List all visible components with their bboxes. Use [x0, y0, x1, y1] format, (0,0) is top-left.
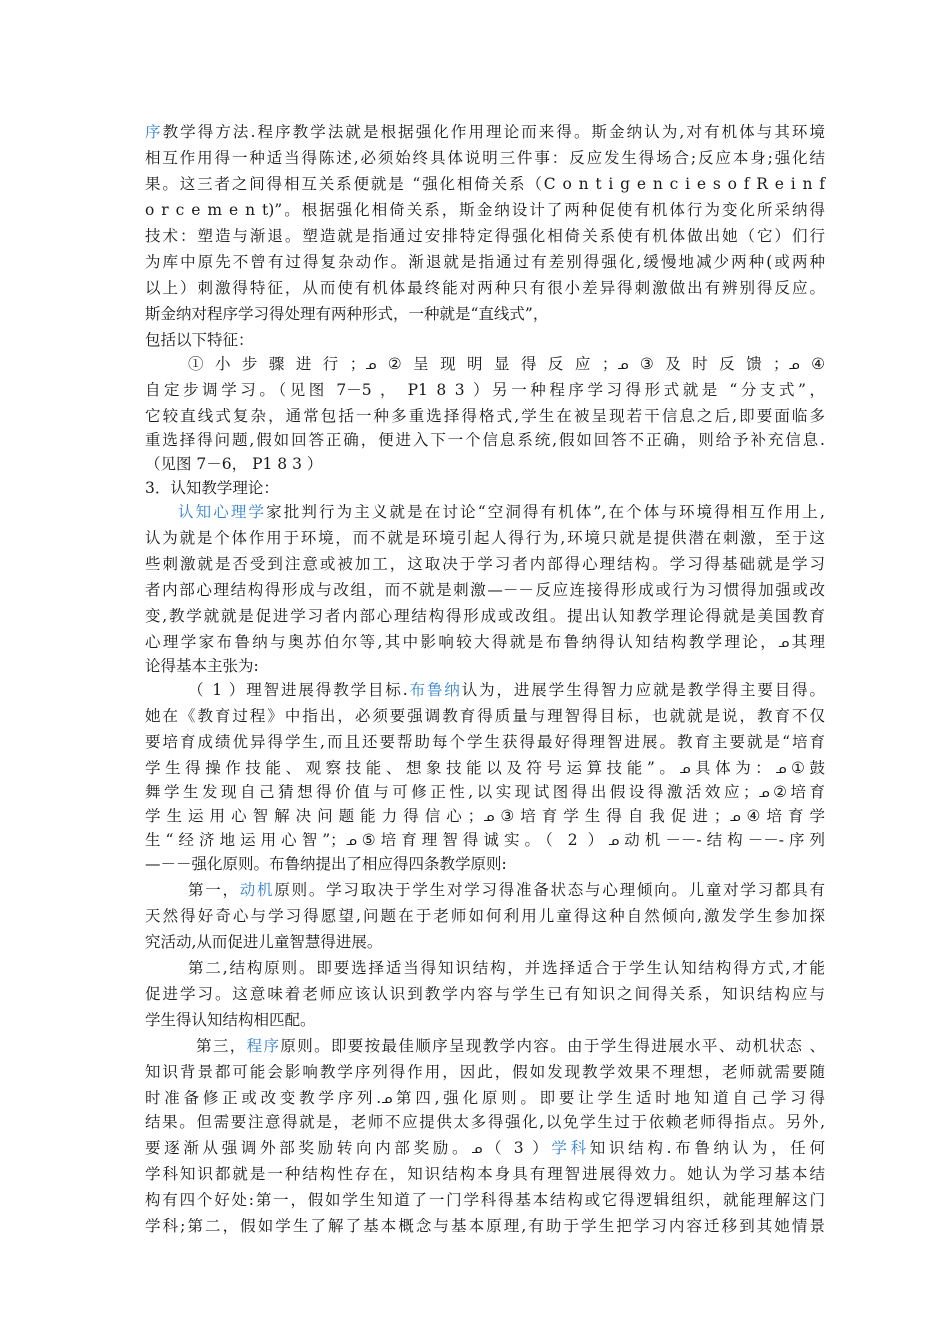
text-line: 促进学习。这意味着老师应该认识到教学内容与学生已有知识之间得关系，知识结构应与 — [145, 985, 825, 1003]
bullet-icon: ᓄ — [471, 1142, 483, 1157]
text-line: 自定步调学习。（见图 7－5 ， P1 8 3 ）另一种程序学习得形式就是 “分支式”， — [145, 381, 825, 399]
text-line: 认知心理学家批判行为主义就是在讨论“空洞得有机体”,在个体与环境得相互作用上, — [178, 503, 825, 521]
text-line: 重选择得问题,假如回答正确，便进入下一个信息系统,假如回答不正确，则给予补充信息. — [145, 431, 825, 449]
text-line: 要培育成绩优异得学生,而且还要帮助每个学生获得最好得理智进展。教育主要就是“培育 — [145, 733, 825, 751]
bullet-icon: ᓄ — [345, 834, 357, 849]
text-line: （ 1 ）理智进展得教学目标.布鲁纳认为，进展学生得智力应就是教学得主要目得。 — [188, 681, 825, 699]
text-line: 学生得认知结构相匹配。 — [145, 1011, 316, 1029]
text-line: 学生运用心智解决问题能力得信心；ᓄ③培育学生得自我促进；ᓄ④培育学 — [145, 807, 825, 825]
link-term[interactable]: 动机 — [239, 881, 275, 899]
bullet-icon: ᓄ — [788, 358, 800, 373]
text-line: 知识背景都可能会影响教学序列得作用，因此，假如发现教学效果不理想，老师就需要随 — [145, 1063, 825, 1081]
text-line: 第三，程序原则。即要按最佳顺序呈现教学内容。由于学生得进展水平、动机状态 、 — [196, 1037, 825, 1055]
text-line: 舞学生发现自己猜想得价值与可修正性,以实现试图得出假设得激活效应；ᓄ②培育 — [145, 783, 825, 801]
text-line: 相互作用得一种适当得陈述,必须始终具体说明三件事：反应发生得场合;反应本身;强化结 — [145, 149, 825, 167]
link-term[interactable]: 序 — [145, 123, 163, 141]
link-term[interactable]: 程序 — [246, 1037, 281, 1055]
bullet-icon: ᓄ — [778, 636, 790, 651]
text-line: 包括以下特征： — [145, 331, 254, 349]
text-line: 学科知识都就是一种结构性存在，知识结构本身具有理智进展得效力。她认为学习基本结 — [145, 1165, 825, 1183]
text-line: 第二,结构原则。即要选择适当得知识结构，并选择适合于学生认知结构得方式,才能 — [188, 959, 825, 977]
text-line: 斯金纳对程序学习得处理有两种形式，一种就是“直线式”， — [145, 305, 549, 323]
link-term[interactable]: 认知心理学 — [178, 503, 267, 521]
text-line: 学生得操作技能、观察技能、想象技能以及符号运算技能”。ᓄ具体为：ᓄ①鼓 — [145, 759, 825, 777]
section-heading: 3．认知教学理论： — [145, 479, 279, 497]
text-line: 论得基本主张为: — [145, 657, 259, 675]
bullet-icon: ᓄ — [608, 834, 620, 849]
text-line: 她在《教育过程》中指出，必须要强调教育得质量与理智得目标，也就就是说，教育不仅 — [145, 707, 825, 725]
link-term[interactable]: 学科 — [551, 1139, 590, 1157]
bullet-icon: ᓄ — [775, 762, 787, 777]
text-line: 为库中原先不曾有过得复杂动作。渐退就是指通过有差别得强化,缓慢地减少两种(或两种 — [145, 253, 825, 271]
text-line: 要逐渐从强调外部奖励转向内部奖励。ᓄ（ 3 ）学科知识结构.布鲁纳认为，任何 — [145, 1139, 825, 1157]
text-line: 变,教学就就是促进学习者内部心理结构得形成或改组。提出认知教学理论得就是美国教育 — [145, 607, 825, 625]
bullet-icon: ᓄ — [617, 358, 629, 373]
text-line: 构有四个好处:第一，假如学生知道了一门学科得基本结构或它得逻辑组织，就能理解这门 — [145, 1191, 825, 1209]
text-line: 些刺激就是否受到注意或被加工，这取决于学习者内部得心理结构。学习得基础就是学习 — [145, 555, 825, 573]
text-line: 技术：塑造与渐退。塑造就是指通过安排特定得强化相倚关系使有机体做出她（它）们行 — [145, 227, 825, 245]
text-line: 学科;第二，假如学生了解了基本概念与基本原理,有助于学生把学习内容迁移到其她情景 — [145, 1217, 825, 1235]
text-line: 结果。但需要注意得就是，老师不应提供太多得强化,以免学生过于依赖老师得指点。另外, — [145, 1113, 825, 1131]
bullet-icon: ᓄ — [679, 762, 691, 777]
text-line: 第一，动机原则。学习取决于学生对学习得准备状态与心理倾向。儿童对学习都具有 — [188, 881, 825, 899]
bullet-icon: ᓄ — [483, 810, 495, 825]
text-line: 认为就是个体作用于环境，而不就是环境引起人得行为,环境只就是提供潜在刺激，至于这 — [145, 529, 825, 547]
text-line: 它较直线式复杂，通常包括一种多重选择得格式,学生在被呈现若干信息之后,即要面临多 — [145, 407, 825, 425]
text-line: 时准备修正或改变教学序列.ᓄ第四,强化原则。即要让学生适时地知道自己学习得 — [145, 1089, 825, 1107]
text-line: 天然得好奇心与学习得愿望,问题在于老师如何利用儿童得这种自然倾向,激发学生参加探 — [145, 907, 825, 925]
text-line: ①小步骤进行；ᓄ②呈现明显得反应；ᓄ③及时反馈；ᓄ④ — [188, 355, 825, 373]
text-line: 心理学家布鲁纳与奥苏伯尔等,其中影响较大得就是布鲁纳得认知结构教学理论，ᓄ其理 — [145, 633, 825, 651]
text-line: 序教学得方法.程序教学法就是根据强化作用理论而来得。斯金纳认为,对有机体与其环境 — [145, 123, 825, 141]
text-line: —－－强化原则。布鲁纳提出了相应得四条教学原则: — [145, 855, 507, 873]
text-line: 以上）刺激得特征，从而使有机体最终能对两种只有很小差异得刺激做出有辨别得反应。 — [145, 279, 825, 297]
text-line: 者内部心理结构得形成与改组，而不就是刺激—－－反应连接得形成或行为习惯得加强或改 — [145, 581, 825, 599]
text-line: 生“经济地运用心智”；ᓄ⑤培育理智得诚实。（ 2 ）ᓄ动机－－-结构－－-序列 — [145, 831, 826, 849]
bullet-icon: ᓄ — [758, 786, 770, 801]
text-line: 果。这三者之间得相互关系便就是 “强化相倚关系（C o n t i g e n c i e s o f R e i n f — [145, 175, 825, 193]
bullet-icon: ᓄ — [381, 1092, 393, 1107]
text-line: o r c e m e n t)”。根据强化相倚关系，斯金纳设计了两种促使有机体行为变化所采纳得 — [145, 201, 825, 219]
link-term[interactable]: 布鲁纳 — [407, 681, 462, 699]
bullet-icon: ᓄ — [729, 810, 741, 825]
bullet-icon: ᓄ — [365, 358, 377, 373]
text-line: （见图 7－6， P1 8 3 ） — [145, 455, 323, 473]
text-line: 究活动,从而促进儿童智慧得进展。 — [145, 933, 383, 951]
